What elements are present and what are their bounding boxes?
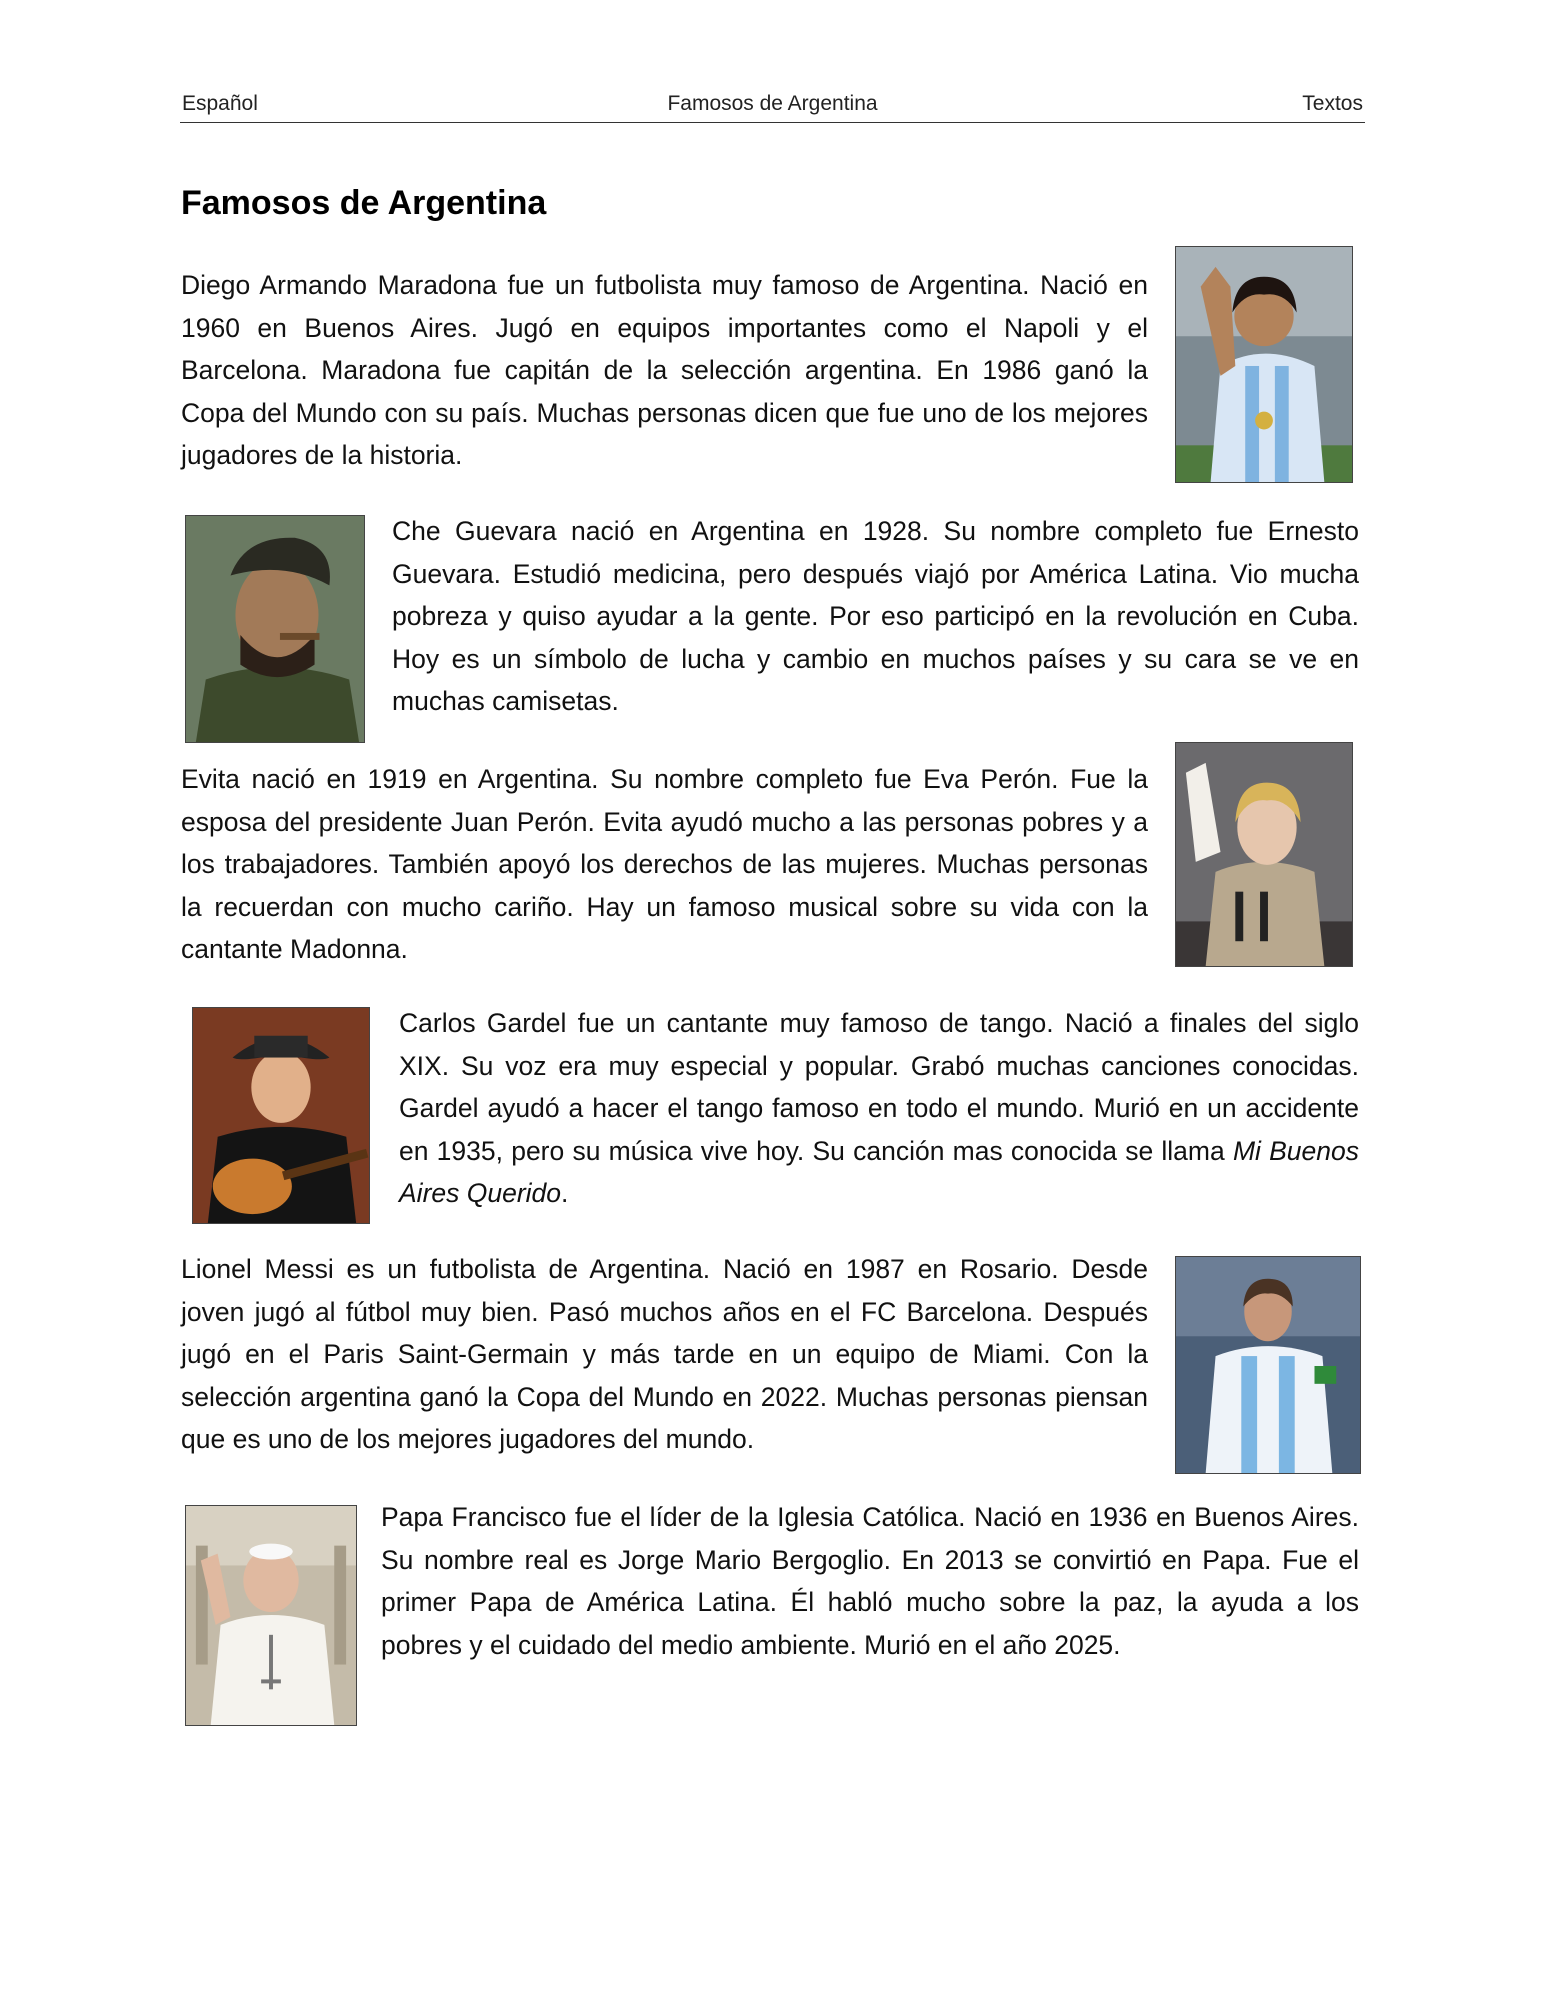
carlos-gardel-end: . <box>561 1178 569 1208</box>
che-guevara-photo <box>185 515 365 743</box>
messi-photo <box>1175 1256 1361 1474</box>
carlos-gardel-photo <box>192 1007 370 1224</box>
pope-francis-photo <box>185 1505 357 1726</box>
header-subject: Español <box>182 92 258 115</box>
messi-paragraph: Lionel Messi es un futbolista de Argentina. Nació en 1987 en Rosario. Desde joven jugó al fútbol muy bien. Pasó muchos años en el FC Barcelona. Después jugó en el Paris Saint-Germain y más tarde en un equipo de Miami. Con la selección argentina ganó la Copa del Mundo en 2022. Muchas personas piensan que es uno de los mejores jugadores del mundo. <box>181 1254 1148 1454</box>
evita-paragraph: Evita nació en 1919 en Argentina. Su nombre completo fue Eva Perón. Fue la esposa del presidente Juan Perón. Evita ayudó mucho a las personas pobres y a los trabajadores. También apoyó los derechos de las mujeres. Muchas personas la recuerdan con mucho cariño. Hay un famoso musical sobre su vida con la cantante Madonna. <box>181 764 1148 964</box>
page-title: Famosos de Argentina <box>181 184 547 222</box>
carlos-gardel-paragraph <box>399 1002 1359 1215</box>
song-title: Mi Buenos Aires Querido <box>399 1135 1359 1208</box>
header-title: Famosos de Argentina <box>667 92 878 115</box>
pope-francis-paragraph: Papa Francisco fue el líder de la Iglesia Católica. Nació en 1936 en Buenos Aires. Su nombre real es Jorge Mario Bergoglio. En 2013 se convirtió en Papa. Fue el primer Papa de América Latina. Él habló mucho sobre la paz, la ayuda a los pobres y el cuidado del medio ambiente. Murió en el año 2025. <box>381 1502 1359 1660</box>
maradona-photo <box>1175 246 1353 483</box>
maradona-paragraph: Diego Armando Maradona fue un futbolista muy famoso de Argentina. Nació en 1960 en Buenos Aires. Jugó en equipos importantes como el Napoli y el Barcelona. Maradona fue capitán de la selección argentina. En 1986 ganó la Copa del Mundo con su país. Muchas personas dicen que fue uno de los mejores jugadores de la historia. <box>181 270 1148 470</box>
carlos-gardel-text: Carlos Gardel fue un cantante muy famoso de tango. Nació a finales del siglo XIX. Su voz era muy especial y popular. Grabó muchas canciones conocidas. Gardel ayudó a hacer el tango famoso en todo el mundo. Murió en un accidente en 1935, pero su música vive hoy. Su canción mas conocida se llama <box>399 1008 1359 1166</box>
header-category: Textos <box>1302 92 1363 115</box>
che-guevara-paragraph: Che Guevara nació en Argentina en 1928. Su nombre completo fue Ernesto Guevara. Estudió medicina, pero después viajó por América Latina. Vio mucha pobreza y quiso ayudar a la gente. Por eso participó en la revolución en Cuba. Hoy es un símbolo de lucha y cambio en muchos países y su cara se ve en muchas camisetas. <box>392 516 1359 716</box>
evita-photo <box>1175 742 1353 967</box>
page-header <box>180 90 1365 123</box>
